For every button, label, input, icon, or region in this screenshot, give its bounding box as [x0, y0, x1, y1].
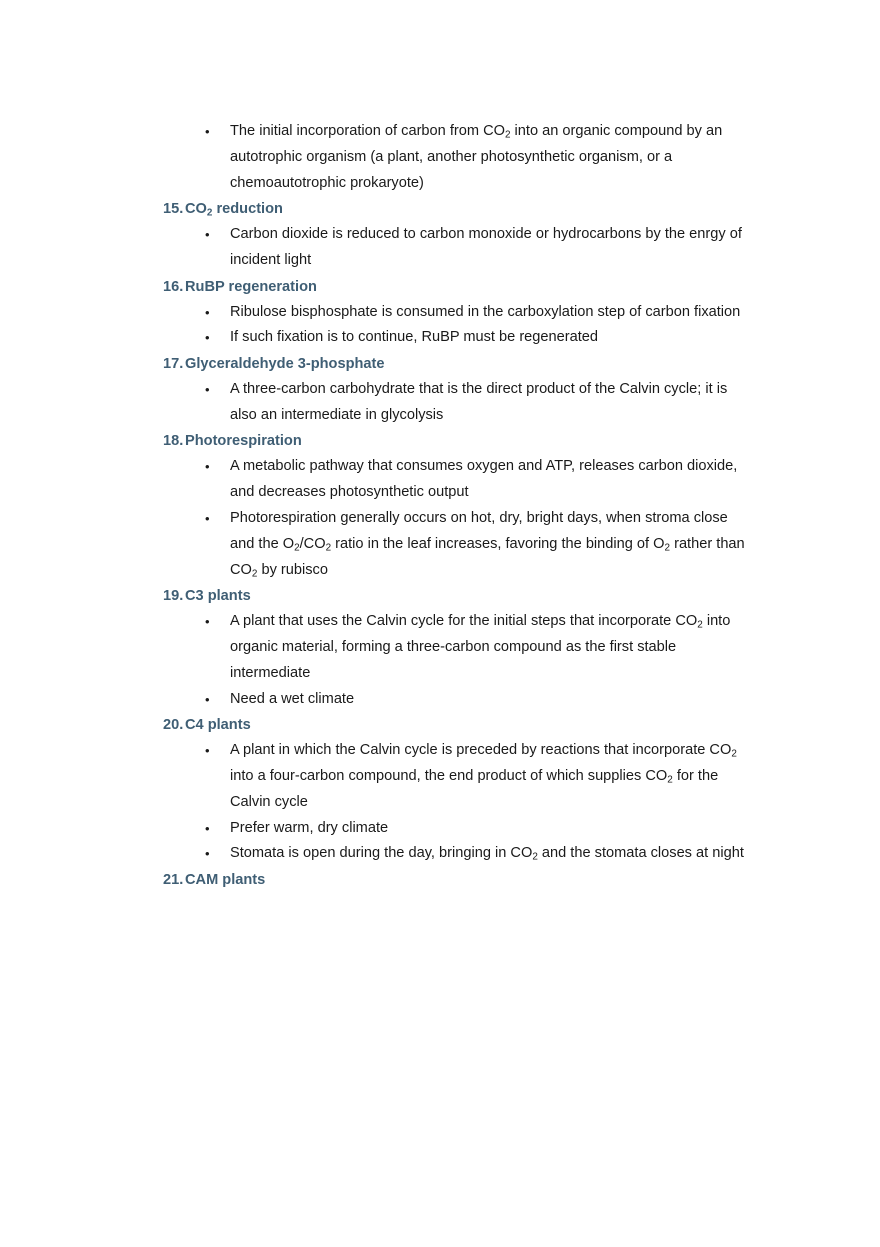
text-run: reduction — [212, 201, 283, 218]
subscript: 2 — [206, 207, 213, 219]
text-run: A metabolic pathway that consumes oxygen and ATP, releases carbon dioxide, and decreases photosynthetic output — [230, 458, 738, 501]
bullet-icon: • — [205, 124, 210, 139]
section-number: 21. — [163, 872, 184, 888]
bullet-icon: • — [205, 691, 210, 707]
text-run: Photorespiration — [185, 433, 302, 450]
text-run: Carbon dioxide is reduced to carbon monoxide or hydrocarbons by the enrgy of incident light — [230, 226, 742, 268]
section-title — [185, 433, 302, 449]
text-run: /CO — [299, 535, 326, 552]
bullet-item — [163, 816, 748, 842]
section-number: 20. — [163, 717, 184, 734]
section-title — [185, 717, 251, 733]
bullet-item — [163, 841, 748, 867]
bullet-icon: • — [205, 227, 210, 243]
bullet-icon: • — [205, 330, 210, 346]
subscript: 2 — [251, 568, 258, 580]
section-number: 15. — [163, 201, 184, 218]
section-heading — [163, 274, 763, 300]
subscript: 2 — [731, 748, 737, 760]
text-run: and the stomata closes at night — [537, 845, 744, 862]
bullet-item — [163, 454, 748, 506]
text-run: ratio in the leaf increases, favoring the binding of O — [331, 535, 665, 552]
subscript: 2 — [664, 542, 671, 554]
text-run: for the Calvin cycle — [230, 767, 719, 810]
bullet-icon: • — [205, 820, 210, 836]
text-run: C3 plants — [185, 588, 251, 605]
bullet-icon: • — [205, 743, 210, 759]
text-run: by rubisco — [257, 561, 328, 578]
section-heading — [163, 196, 763, 222]
bullet-item — [163, 609, 748, 686]
subscript: 2 — [325, 542, 332, 554]
text-run: into a four-carbon compound, the end product of which supplies CO — [230, 767, 668, 784]
text-run: RuBP regeneration — [185, 278, 317, 295]
text-run: C4 plants — [185, 717, 251, 734]
text-run: If such fixation is to continue, RuBP must be regenerated — [230, 329, 599, 346]
section-title — [185, 279, 317, 295]
section-number: 18. — [163, 433, 184, 450]
section-heading — [163, 712, 763, 738]
section-number: 19. — [163, 588, 184, 605]
bullet-item — [163, 738, 748, 815]
bullet-icon: • — [205, 304, 210, 320]
text-run: Glyceraldehyde 3-phosphate — [185, 356, 385, 373]
bullet-item — [163, 325, 748, 351]
section-number: 17. — [163, 356, 184, 373]
notes-list — [163, 119, 763, 893]
text-run: into an organic compound by an autotrophic organism (a plant, another photosynthetic organism, or a chemoautotrophic prokaryote) — [230, 123, 723, 191]
section-heading — [163, 351, 763, 377]
subscript: 2 — [532, 851, 538, 863]
bullet-icon: • — [205, 510, 210, 526]
text-run: rather than CO — [230, 535, 745, 578]
text-run: A plant in which the Calvin cycle is preceded by reactions that incorporate CO — [230, 742, 732, 759]
bullet-item — [163, 300, 748, 326]
text-run: Ribulose bisphosphate is consumed in the carboxylation step of carbon fixation — [230, 303, 741, 320]
bullet-icon: • — [205, 381, 210, 397]
bullet-item — [163, 222, 748, 274]
section-title — [185, 356, 385, 372]
section-title — [185, 201, 283, 217]
text-run: A plant that uses the Calvin cycle for the initial steps that incorporate CO — [230, 613, 698, 630]
text-run: The initial incorporation of carbon from CO — [230, 123, 505, 139]
text-run: Need a wet climate — [230, 690, 355, 707]
text-run: Stomata is open during the day, bringing in CO — [230, 845, 533, 862]
section-heading — [163, 583, 763, 609]
text-run: CAM plants — [185, 872, 266, 888]
section-title — [185, 872, 265, 888]
bullet-icon: • — [205, 846, 210, 862]
text-run: Photorespiration generally occurs on hot, dry, bright days, when stroma close and the O — [230, 509, 728, 552]
text-run: Prefer warm, dry climate — [230, 819, 389, 836]
subscript: 2 — [667, 774, 673, 786]
subscript: 2 — [294, 542, 300, 554]
bullet-item — [163, 687, 748, 713]
subscript: 2 — [504, 129, 511, 141]
section-heading — [163, 429, 763, 455]
text-run: CO — [185, 201, 207, 218]
subscript: 2 — [697, 619, 703, 631]
section-number: 16. — [163, 278, 184, 295]
bullet-icon: • — [205, 459, 210, 475]
section-heading — [163, 867, 763, 893]
text-run: into organic material, forming a three-carbon compound as the first stable intermediate — [230, 613, 731, 681]
bullet-icon: • — [205, 614, 210, 630]
bullet-item — [163, 377, 748, 429]
section-title — [185, 588, 251, 604]
bullet-item — [163, 119, 748, 196]
bullet-item — [163, 506, 748, 583]
text-run: A three-carbon carbohydrate that is the direct product of the Calvin cycle; it is also an intermediate in glycolysis — [230, 380, 728, 423]
